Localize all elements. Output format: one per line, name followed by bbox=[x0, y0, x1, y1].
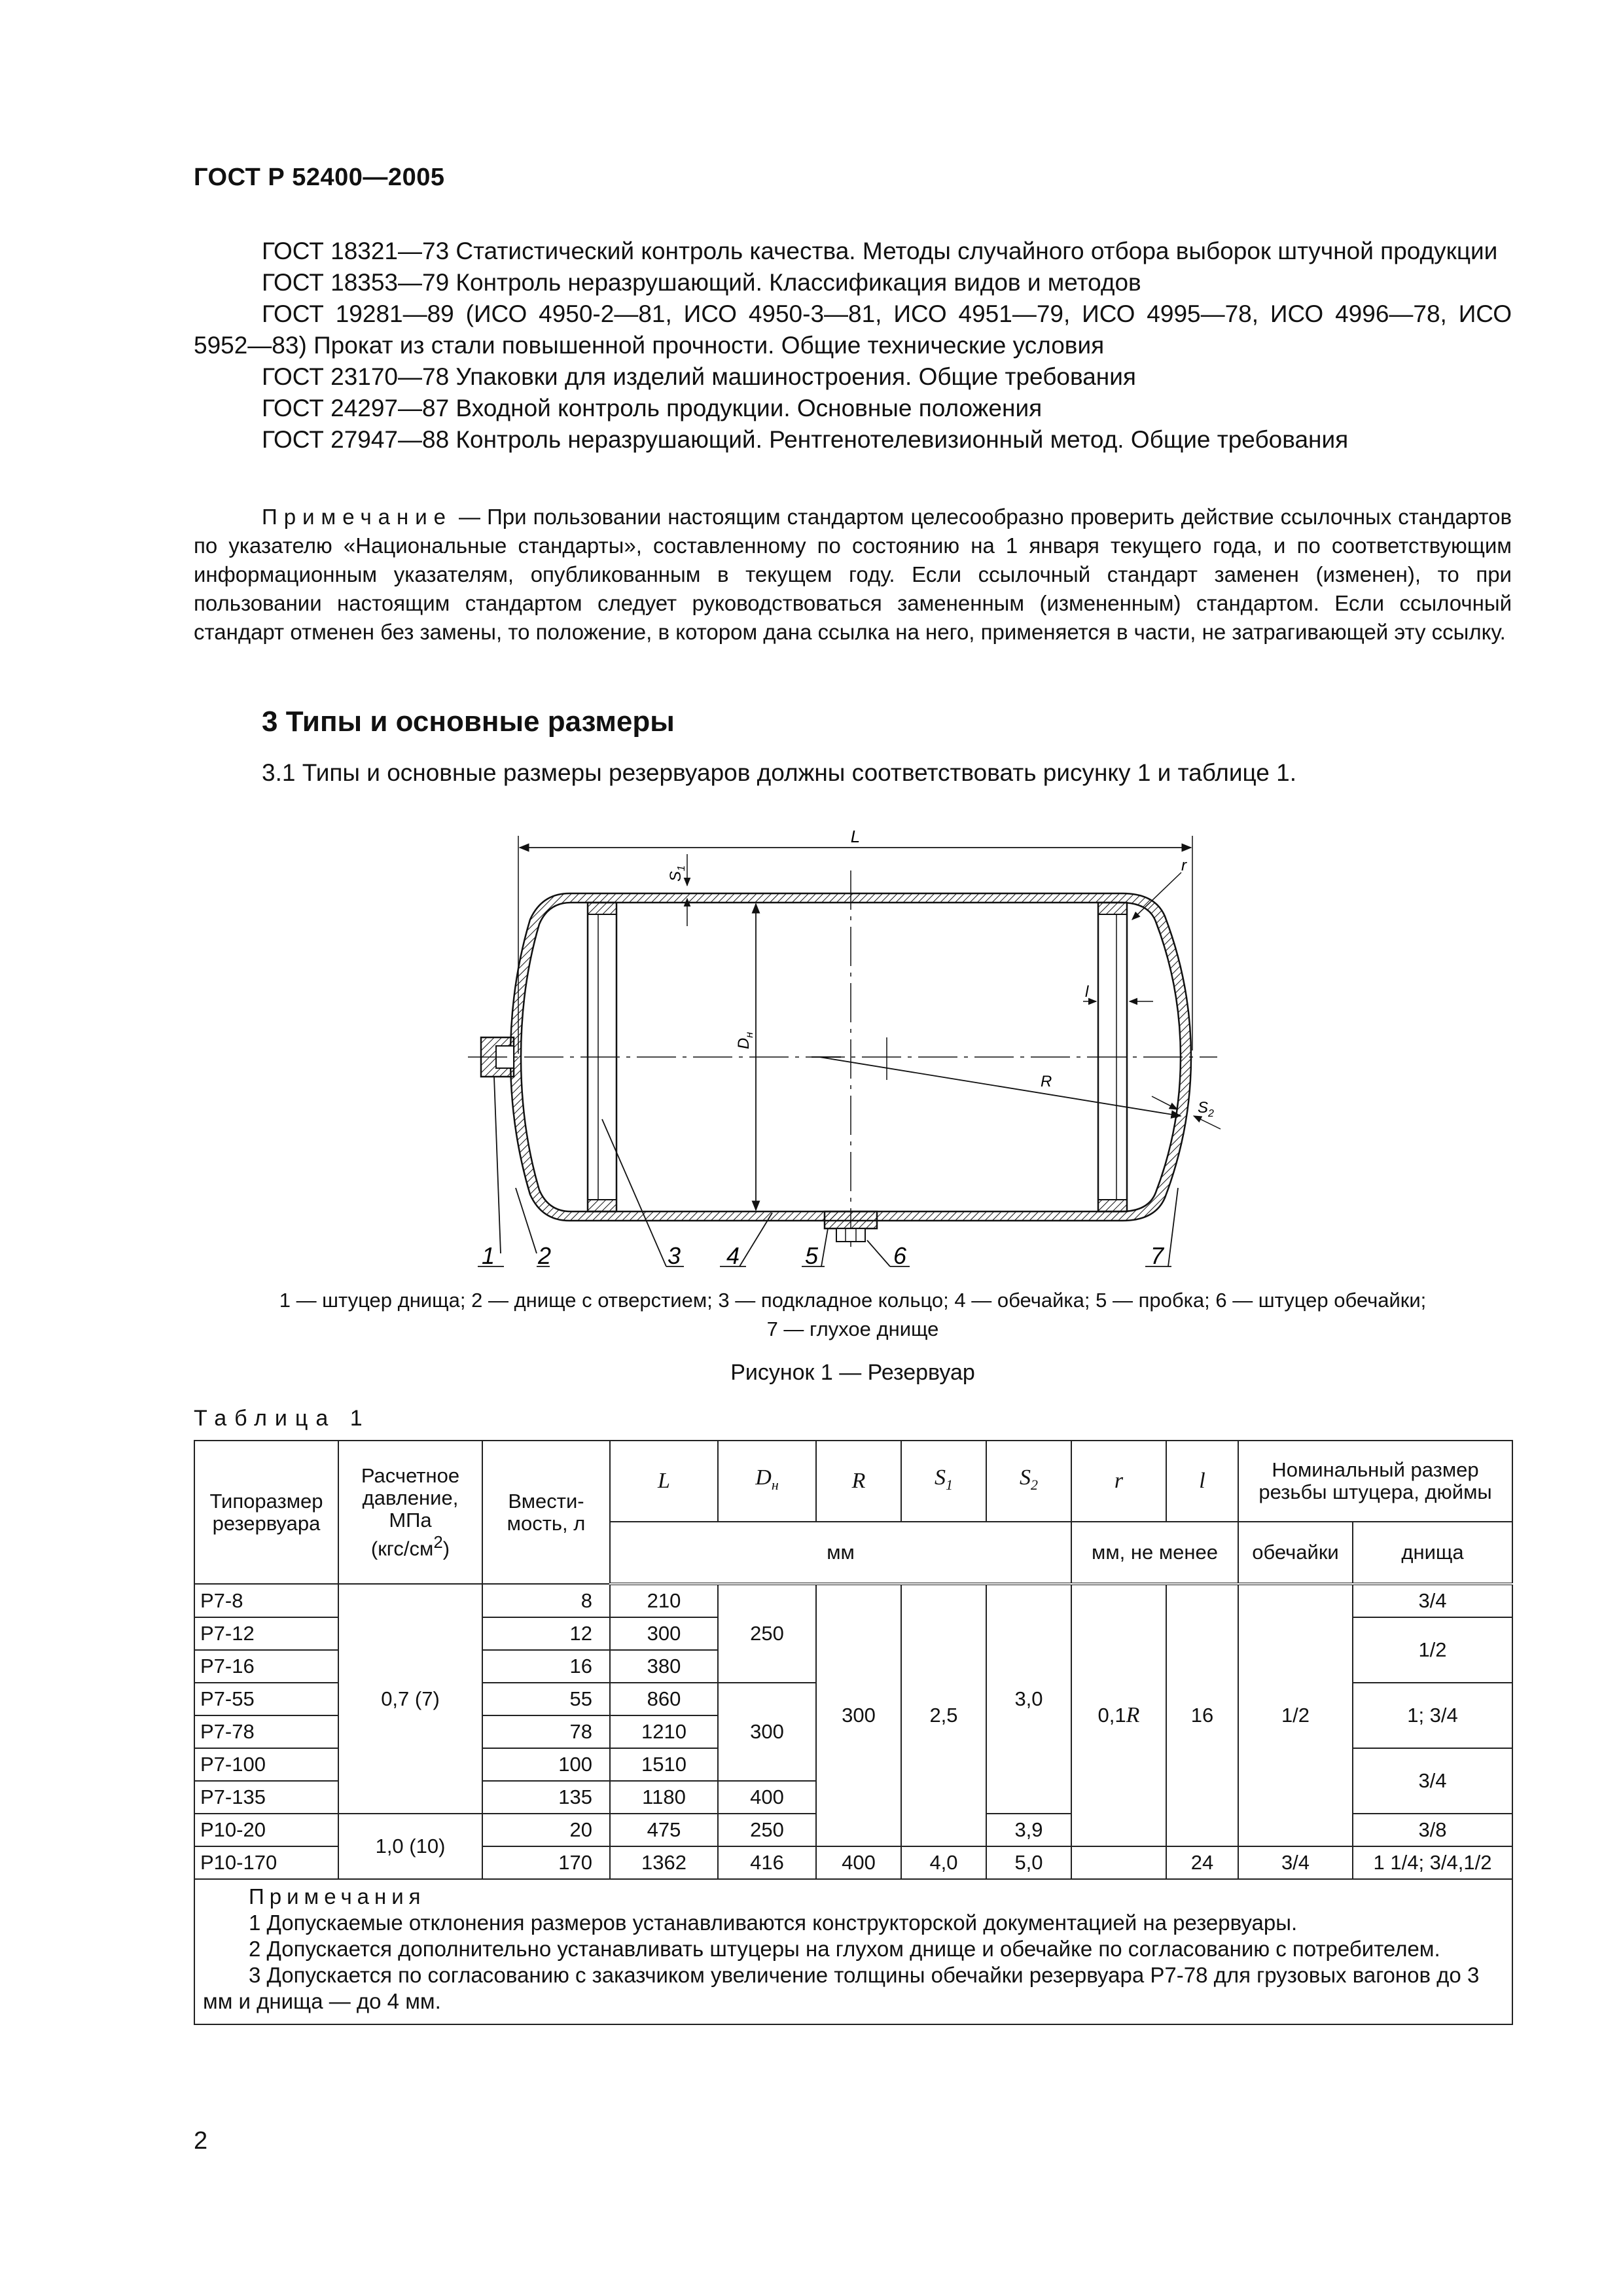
table-notes bbox=[194, 1879, 1512, 2024]
table-label: Таблица 1 bbox=[194, 1406, 370, 1431]
reference-item: ГОСТ 27947—88 Контроль неразрушающий. Рентгенотелевизионный метод. Общие требования bbox=[262, 426, 1349, 453]
legend-line: 7 — глухое днище bbox=[766, 1318, 939, 1340]
header-S1: $S_1$ bbox=[901, 1441, 986, 1522]
note-item: 1 Допускаемые отклонения размеров устанавливаются конструкторской документацией на резервуары. bbox=[249, 1910, 1298, 1935]
cell-type: Р7-135 bbox=[194, 1781, 338, 1814]
cell-bottom: 3/8 bbox=[1353, 1814, 1512, 1846]
document-header: ГОСТ Р 52400—2005 bbox=[194, 164, 445, 191]
backing-ring-right-bottom bbox=[1098, 1200, 1127, 1211]
cell-Dn: 400 bbox=[718, 1781, 816, 1814]
cell-L: 1362 bbox=[610, 1846, 718, 1879]
reference-note bbox=[194, 503, 1512, 647]
header-l: l bbox=[1166, 1441, 1238, 1522]
corner-radius-label: r bbox=[1181, 857, 1186, 874]
cell-capacity: 16 bbox=[482, 1650, 610, 1683]
cell-S2: 3,0 bbox=[986, 1584, 1071, 1814]
cell-shell: 1/2 bbox=[1238, 1584, 1353, 1846]
cell-L: 1510 bbox=[610, 1748, 718, 1781]
cell-S2: 5,0 bbox=[986, 1846, 1071, 1879]
cell-Dn: 250 bbox=[718, 1814, 816, 1846]
plug bbox=[836, 1229, 865, 1242]
table-row bbox=[194, 1584, 1512, 1617]
cell-r: 0,1R bbox=[1071, 1584, 1166, 1846]
section-title: 3 Типы и основные размеры bbox=[262, 706, 675, 738]
page-number: 2 bbox=[194, 2127, 208, 2155]
cell-bottom: 1/2 bbox=[1353, 1617, 1512, 1683]
cell-capacity: 12 bbox=[482, 1617, 610, 1650]
diameter-label: $D_н$ bbox=[735, 1031, 755, 1049]
reservoir-figure bbox=[458, 821, 1230, 1283]
cell-pressure: 1,0 (10) bbox=[338, 1814, 482, 1879]
cell-type: Р7-78 bbox=[194, 1715, 338, 1748]
cell-Dn: 250 bbox=[718, 1584, 816, 1683]
cell-type: Р10-20 bbox=[194, 1814, 338, 1846]
header-R: R bbox=[816, 1441, 901, 1522]
cell-L: 300 bbox=[610, 1617, 718, 1650]
cell-bottom: 3/4 bbox=[1353, 1748, 1512, 1814]
header-L: L bbox=[610, 1441, 718, 1522]
table-notes-row bbox=[194, 1879, 1512, 2024]
dimensions-table bbox=[194, 1440, 1513, 2025]
notes-title: Примечания bbox=[249, 1884, 426, 1909]
cell-capacity: 20 bbox=[482, 1814, 610, 1846]
cell-bottom: 1; 3/4 bbox=[1353, 1683, 1512, 1748]
header-thread: Номинальный размер резьбы штуцера, дюймы bbox=[1238, 1441, 1512, 1522]
cell-type: Р7-12 bbox=[194, 1617, 338, 1650]
cell-type: Р7-100 bbox=[194, 1748, 338, 1781]
note-item: 2 Допускается дополнительно устанавливать штуцеры на глухом днище и обечайке по согласованию с потребителем. bbox=[249, 1937, 1440, 1961]
header-mm: мм bbox=[610, 1522, 1071, 1584]
reservoir-drawing bbox=[458, 821, 1230, 1280]
callout-3: 3 bbox=[668, 1242, 681, 1269]
section-paragraph: 3.1 Типы и основные размеры резервуаров должны соответствовать рисунку 1 и таблице 1. bbox=[262, 759, 1297, 786]
shell-fitting bbox=[825, 1211, 877, 1229]
header-S2: $S_2$ bbox=[986, 1441, 1071, 1522]
cell-S1: 4,0 bbox=[901, 1846, 986, 1879]
cell-S1: 2,5 bbox=[901, 1584, 986, 1846]
header-mm-min: мм, не менее bbox=[1071, 1522, 1238, 1584]
cell-S2: 3,9 bbox=[986, 1814, 1071, 1846]
reference-item: ГОСТ 18353—79 Контроль неразрушающий. Классификация видов и методов bbox=[262, 269, 1141, 296]
cell-L: 1210 bbox=[610, 1715, 718, 1748]
callout-2: 2 bbox=[538, 1242, 552, 1269]
length-label: L bbox=[850, 827, 861, 846]
cell-type: Р7-8 bbox=[194, 1584, 338, 1617]
s2-label: $S_2$ bbox=[1198, 1099, 1214, 1119]
cell-l: 24 bbox=[1166, 1846, 1238, 1879]
header-Dn: $D_н$ bbox=[718, 1441, 816, 1522]
reference-item: ГОСТ 24297—87 Входной контроль продукции. Основные положения bbox=[262, 395, 1043, 422]
cell-capacity: 55 bbox=[482, 1683, 610, 1715]
callout-1: 1 bbox=[482, 1242, 495, 1269]
callout-6: 6 bbox=[893, 1242, 907, 1269]
cell-bottom: 3/4 bbox=[1353, 1584, 1512, 1617]
callout-5: 5 bbox=[805, 1242, 819, 1269]
reference-item: ГОСТ 23170—78 Упаковки для изделий машиностроения. Общие требования bbox=[262, 363, 1136, 390]
cell-Dn: 300 bbox=[718, 1683, 816, 1781]
cell-pressure: 0,7 (7) bbox=[338, 1584, 482, 1814]
cell-l: 16 bbox=[1166, 1584, 1238, 1846]
header-bottom: днища bbox=[1353, 1522, 1512, 1584]
cell-r bbox=[1071, 1846, 1166, 1879]
note-label: Примечание bbox=[262, 505, 453, 529]
cell-shell: 3/4 bbox=[1238, 1846, 1353, 1879]
cell-Dn: 416 bbox=[718, 1846, 816, 1879]
cell-L: 380 bbox=[610, 1650, 718, 1683]
callout-4: 4 bbox=[726, 1242, 740, 1269]
cell-R: 300 bbox=[816, 1584, 901, 1846]
cell-R: 400 bbox=[816, 1846, 901, 1879]
header-capacity: Вмести-мость, л bbox=[482, 1441, 610, 1584]
figure-legend bbox=[194, 1286, 1512, 1344]
radius-label: R bbox=[1041, 1073, 1052, 1090]
backing-ring-right-top bbox=[1098, 903, 1127, 914]
cell-capacity: 78 bbox=[482, 1715, 610, 1748]
cell-type: Р10-170 bbox=[194, 1846, 338, 1879]
cell-L: 860 bbox=[610, 1683, 718, 1715]
callout-leaders bbox=[478, 1077, 1178, 1266]
figure-caption: Рисунок 1 — Резервуар bbox=[730, 1360, 975, 1385]
header-r: r bbox=[1071, 1441, 1166, 1522]
s2-dimension-arrow bbox=[1152, 1096, 1177, 1109]
cell-capacity: 100 bbox=[482, 1748, 610, 1781]
cell-capacity: 135 bbox=[482, 1781, 610, 1814]
cell-L: 1180 bbox=[610, 1781, 718, 1814]
cell-L: 475 bbox=[610, 1814, 718, 1846]
s1-label: $S_1$ bbox=[667, 865, 687, 882]
cell-L: 210 bbox=[610, 1584, 718, 1617]
s2-dimension-arrow bbox=[1194, 1116, 1221, 1129]
backing-ring-left-top bbox=[588, 903, 616, 914]
cell-bottom: 1 1/4; 3/4,1/2 bbox=[1353, 1846, 1512, 1879]
header-shell: обечайки bbox=[1238, 1522, 1353, 1584]
reference-item: ГОСТ 19281—89 (ИСО 4950-2—81, ИСО 4950-3—81, ИСО 4951—79, ИСО 4995—78, ИСО 4996—78, ИСО 5952—83) Прокат из стали повышенной прочности. Общие технические условия bbox=[194, 300, 1512, 359]
cell-type: Р7-16 bbox=[194, 1650, 338, 1683]
cell-type: Р7-55 bbox=[194, 1683, 338, 1715]
table-header-row bbox=[194, 1441, 1512, 1522]
header-type: Типоразмер резервуара bbox=[194, 1441, 338, 1584]
header-pressure: Расчетное давление, МПа $(кгс/см^2)$ bbox=[338, 1441, 482, 1584]
note-item: 3 Допускается по согласованию с заказчиком увеличение толщины обечайки резервуара Р7-78 для грузовых вагонов до 3 мм и днища — до 4 мм. bbox=[203, 1963, 1480, 2013]
references-list bbox=[194, 236, 1512, 456]
note-text: — При пользовании настоящим стандартом целесообразно проверить действие ссылочных стандартов по указателю «Национальные стандарты», составленному по состоянию на 1 января текущего года, и по соответствующим информационным указателям, опубликованным в текущем году. Если ссылочный стандарт заменен (изменен), то при пользовании настоящим стандартом следует руководствоваться замененным (измененным) стандартом. Если ссылочный стандарт отменен без замены, то положение, в котором дана ссылка на него, применяется в части, не затрагивающей эту ссылку. bbox=[194, 505, 1512, 644]
reference-item: ГОСТ 18321—73 Статистический контроль качества. Методы случайного отбора выборок штучной продукции bbox=[262, 238, 1498, 264]
legend-line: 1 — штуцер днища; 2 — днище с отверстием; 3 — подкладное кольцо; 4 — обечайка; 5 — пробка; 6 — штуцер обечайки; bbox=[279, 1289, 1427, 1312]
callout-7: 7 bbox=[1150, 1242, 1164, 1269]
cell-capacity: 8 bbox=[482, 1584, 610, 1617]
backing-ring-left-bottom bbox=[588, 1200, 616, 1211]
ring-width-label: l bbox=[1085, 983, 1089, 1001]
cell-capacity: 170 bbox=[482, 1846, 610, 1879]
